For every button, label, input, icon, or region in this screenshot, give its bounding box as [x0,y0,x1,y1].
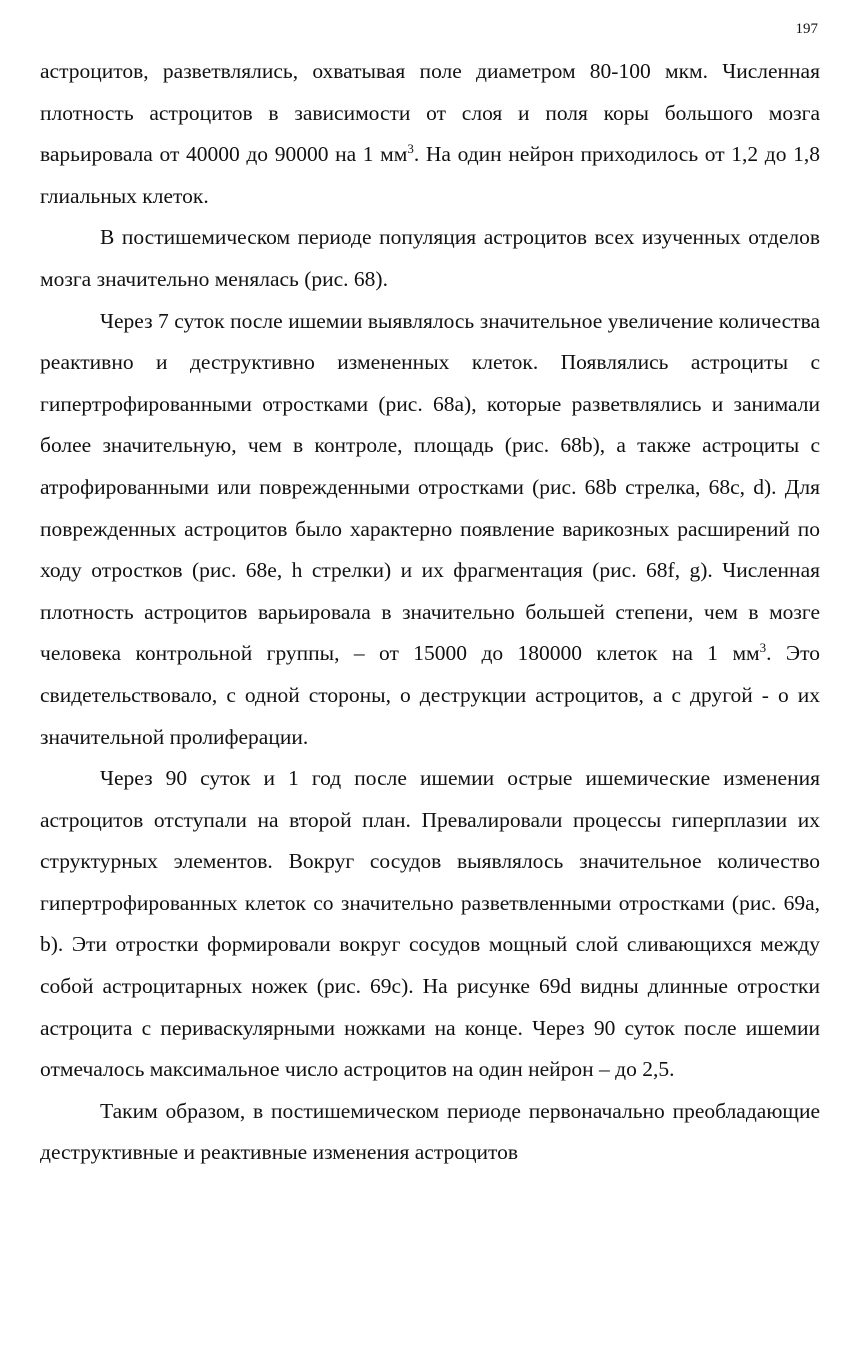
paragraph-4 [40,758,820,1091]
page-number: 197 [795,21,818,37]
superscript-cubed: 3 [407,141,414,157]
paragraph-2-text: В постишемическом периоде популяция астроцитов всех изученных отделов мозга значительно менялась (рис. 68). [40,225,820,291]
paragraph-1-text-a: астроцитов, разветвлялись, охватывая поле диаметром 80-100 мкм. Численная плотность астроцитов в зависимости от слоя и поля коры большого мозга варьировала от 40000 до 90000 на 1 мм [40,59,820,167]
paragraph-4-text: Через 90 суток и 1 год после ишемии острые ишемические изменения астроцитов отступали на второй план. Превалировали процессы гиперплазии их структурных элементов. Вокруг сосудов выявлялось значительное количество гипертрофированных клеток со значительно разветвленными отростками (рис. 69а, b). Эти отростки формировали вокруг сосудов мощный слой сливающихся между собой астроцитарных ножек (рис. 69с). На рисунке 69d видны длинные отростки астроцита с периваскулярными ножками на конце. Через 90 суток после ишемии отмечалось максимальное число астроцитов на один нейрон – до 2,5. [40,766,820,1082]
paragraph-3 [40,301,820,759]
paragraph-1-text-b: . На один нейрон приходилось от 1,2 до 1,8 глиальных клеток. [40,142,820,208]
paragraph-5 [40,1091,820,1174]
paragraph-3-text-a: Через 7 суток после ишемии выявлялось значительное увеличение количества реактивно и деструктивно измененных клеток. Появлялись астроциты с гипертрофированными отростками (рис. 68а), которые разветвлялись и занимали более значительную, чем в контроле, площадь (рис. 68b), а также астроциты с атрофированными или поврежденными отростками (рис. 68b стрелка, 68с, d). Для поврежденных астроцитов было характерно появление варикозных расширений по ходу отростков (рис. 68е, h стрелки) и их фрагментация (рис. 68f, g). Численная плотность астроцитов варьировала в значительно большей степени, чем в мозге человека контрольной группы, – от 15000 до 180000 клеток на 1 мм [40,308,820,666]
page-body [40,51,820,1174]
paragraph-5-text: Таким образом, в постишемическом периоде первоначально преобладающие деструктивные и реактивные изменения астроцитов [40,1098,820,1165]
paragraph-1 [40,51,820,217]
paragraph-2 [40,217,820,300]
paragraph-3-text-b: . Это свидетельствовало, с одной стороны, о деструкции астроцитов, а с другой - о их значительной пролиферации. [40,641,820,749]
superscript-cubed: 3 [759,640,767,656]
